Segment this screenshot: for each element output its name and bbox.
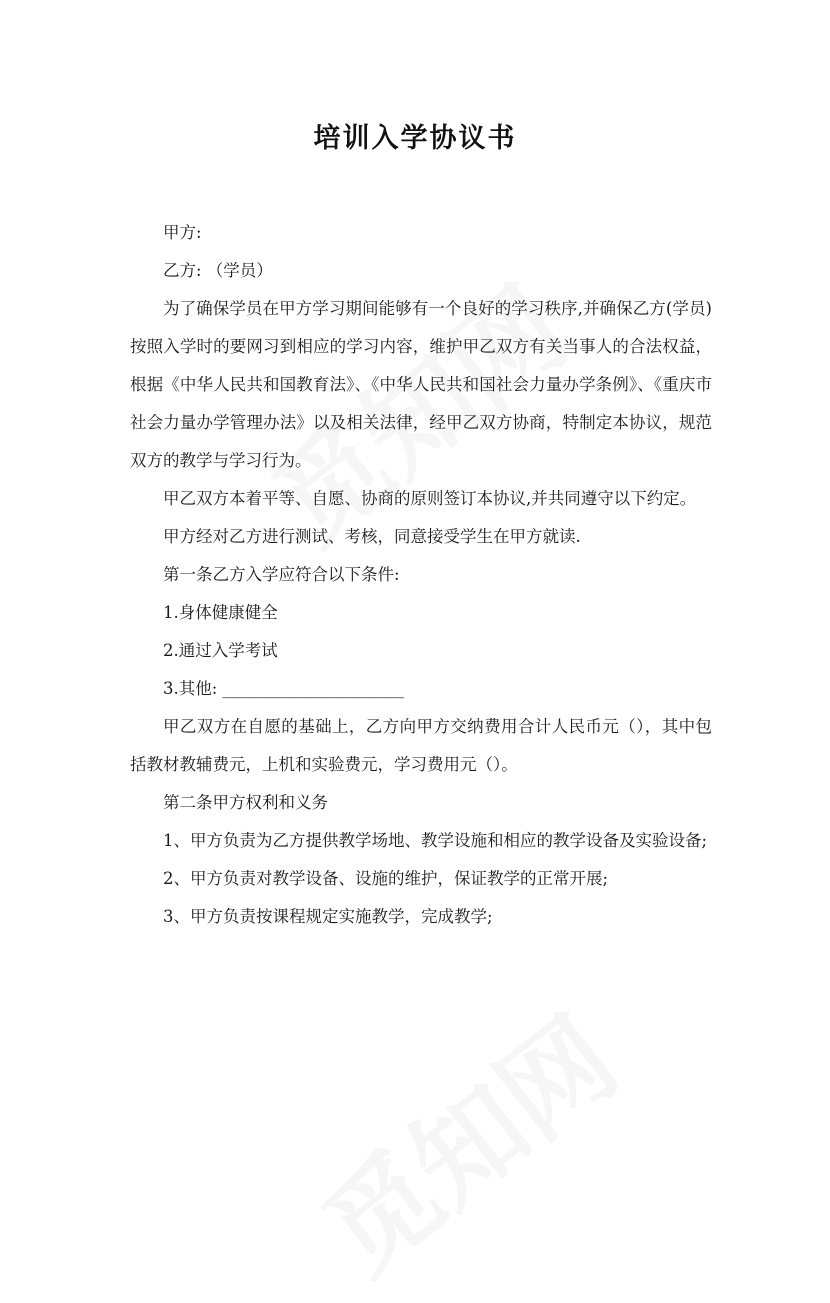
obligation-item: 3、甲方负责按课程规定实施教学，完成教学; — [163, 907, 493, 926]
admission-paragraph: 甲方经对乙方进行测试、考核，同意接受学生在甲方就读. — [163, 527, 581, 546]
obligation-item: 1、甲方负责为乙方提供教学场地、教学设施和相应的教学设备及实验设备; — [163, 831, 708, 850]
document-title: 培训入学协议书 — [313, 123, 517, 154]
condition-item: 3.其他: ______________________ — [163, 679, 405, 698]
document-body — [130, 214, 712, 936]
party-b-line: 乙方: （学员） — [163, 261, 273, 280]
purpose-paragraph: 为了确保学员在甲方学习期间能够有一个良好的学习秩序,并确保乙方(学员)按照入学时的要网习到相应的学习内容，维护甲乙双方有关当事人的合法权益，根据《中华人民共和国教育法》、《中华人民共和国社会力量办学条例》、《重庆市社会力量办学管理办法》以及相关法律，经甲乙双方协商，特制定本协议，规范双方的教学与学习行为。 — [130, 299, 712, 470]
condition-item: 2.通过入学考试 — [163, 641, 278, 660]
article-2-heading: 第二条甲方权利和义务 — [163, 793, 328, 812]
principle-paragraph: 甲乙双方本着平等、自愿、协商的原则签订本协议,并共同遵守以下约定。 — [163, 489, 697, 508]
watermark — [286, 975, 643, 1303]
party-a-line: 甲方: — [163, 223, 202, 242]
condition-item: 1.身体健康健全 — [163, 603, 278, 622]
article-1-heading: 第一条乙方入学应符合以下条件: — [163, 565, 400, 584]
obligation-item: 2、甲方负责对教学设备、设施的维护，保证教学的正常开展; — [163, 869, 609, 888]
fee-paragraph: 甲乙双方在自愿的基础上，乙方向甲方交纳费用合计人民币元（），其中包括教材教辅费元，上机和实验费元，学习费用元（）。 — [130, 717, 712, 774]
